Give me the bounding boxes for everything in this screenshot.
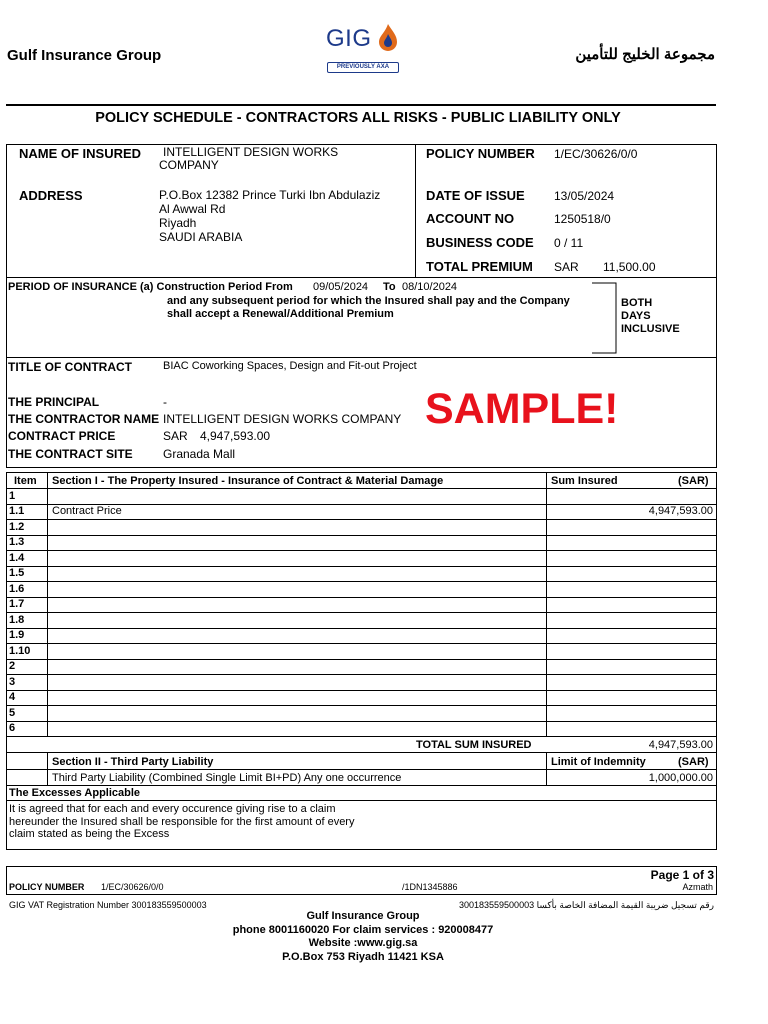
excess-title: The Excesses Applicable — [9, 787, 141, 799]
table-row-line — [6, 690, 717, 691]
table-row-item: 1.4 — [9, 551, 25, 564]
excess-line: It is agreed that for each and every occurence giving rise to a claim — [9, 803, 336, 815]
table-row-line — [6, 721, 717, 722]
name-of-insured-label: NAME OF INSURED — [19, 146, 142, 161]
logo-text: GIG — [326, 25, 372, 52]
principal: - — [163, 395, 167, 409]
footer-contact — [0, 910, 726, 964]
table-row-line — [6, 566, 717, 567]
table-row-item: 1.1 — [9, 505, 25, 517]
table-row-item: 1.6 — [9, 582, 25, 595]
contract-price-label: CONTRACT PRICE — [8, 429, 116, 443]
table-row-line — [6, 488, 717, 489]
third-party-description: Third Party Liability (Combined Single Limit BI+PD) Any one occurrence — [52, 772, 402, 784]
excess-line: claim stated as being the Excess — [9, 828, 170, 840]
section1-col-divider-sum — [546, 472, 547, 736]
address-line: SAUDI ARABIA — [159, 230, 243, 244]
date-of-issue: 13/05/2024 — [554, 189, 615, 203]
contractor-name: INTELLIGENT DESIGN WORKS COMPANY — [163, 412, 402, 426]
table-row-item: 1.3 — [9, 536, 25, 548]
footer-pobox: P.O.Box 753 Riyadh 11421 KSA — [282, 950, 444, 963]
account-no: 1250518/0 — [554, 212, 611, 226]
total-premium-label: TOTAL PREMIUM — [426, 259, 533, 274]
period-from: 09/05/2024 — [313, 281, 369, 293]
limit-currency-header: (SAR) — [678, 756, 709, 768]
vat-registration-en: GIG VAT Registration Number 300183559500003 — [9, 900, 207, 910]
footer-website: Website :www.gig.sa — [308, 937, 418, 949]
period-line2: and any subsequent period for which the Insured shall pay and the Company — [167, 295, 570, 307]
table-row-line — [6, 597, 717, 598]
premium-currency: SAR — [554, 260, 579, 274]
table-row-line — [6, 643, 717, 644]
table-row-line — [6, 612, 717, 613]
period-to-label: To — [383, 281, 396, 293]
third-party-limit: 1,000,000.00 — [648, 772, 713, 784]
excess-line: hereunder the Insured shall be responsible for the first amount of every — [9, 815, 355, 828]
both-text: BOTH — [621, 297, 653, 309]
insured-name — [159, 145, 339, 172]
header-divider — [6, 104, 716, 106]
business-code: 0 / 11 — [554, 236, 584, 250]
address-line: P.O.Box 12382 Prince Turki Ibn Abdulaziz — [159, 188, 381, 202]
page-title: POLICY SCHEDULE - CONTRACTORS ALL RISKS - PUBLIC LIABILITY ONLY — [95, 110, 621, 126]
table-row-line — [6, 659, 717, 660]
table-row-item: 1.2 — [9, 520, 25, 533]
contract-price: 4,947,593.00 — [200, 429, 271, 443]
table-row-desc: Contract Price — [52, 505, 122, 517]
table-row-item: 1.5 — [9, 567, 25, 579]
table-row-line — [6, 519, 717, 520]
table-row-value: 4,947,593.00 — [648, 505, 713, 517]
table-row-line — [6, 550, 717, 551]
table-row-item: 1 — [9, 489, 16, 502]
inclusive-text: INCLUSIVE — [621, 323, 680, 335]
footer-user: Azmath — [682, 882, 713, 892]
table-row-line — [6, 628, 717, 629]
table-row-line — [6, 674, 717, 675]
table-row-item: 3 — [9, 675, 16, 688]
total-premium: 11,500.00 — [603, 260, 656, 274]
section2-title: Section II - Third Party Liability — [52, 756, 214, 768]
sample-watermark: SAMPLE! — [425, 385, 619, 433]
footer-policy-number: 1/EC/30626/0/0 — [101, 882, 164, 892]
company-name-en: Gulf Insurance Group — [7, 47, 162, 64]
total-sum-insured-label: TOTAL SUM INSURED — [416, 739, 532, 751]
table-row-item: 6 — [9, 722, 16, 734]
table-row-item: 1.7 — [9, 598, 25, 610]
insured-name-line2: COMPANY — [159, 158, 219, 172]
address-line: Riyadh — [159, 216, 197, 230]
section1-col-divider-item — [47, 472, 48, 736]
policy-number: 1/EC/30626/0/0 — [554, 147, 638, 161]
limit-of-indemnity-header: Limit of Indemnity — [551, 756, 646, 768]
period-label: PERIOD OF INSURANCE (a) Construction Period From — [8, 281, 293, 293]
policy-number-label: POLICY NUMBER — [426, 146, 535, 161]
company-name-ar: مجموعة الخليج للتأمين — [575, 46, 715, 63]
period-line3: shall accept a Renewal/Additional Premium — [167, 308, 394, 320]
address-line: Al Awwal Rd — [159, 202, 226, 216]
table-row-line — [6, 535, 717, 536]
contractor-name-label: THE CONTRACTOR NAME — [8, 412, 160, 426]
principal-label: THE PRINCIPAL — [8, 395, 100, 409]
excess-text — [9, 803, 354, 841]
contract-site-label: THE CONTRACT SITE — [8, 447, 133, 461]
footer-company: Gulf Insurance Group — [306, 910, 420, 922]
days-text: DAYS — [621, 310, 651, 322]
table-row-item: 1.9 — [9, 629, 25, 641]
section1-title: Section I - The Property Insured - Insurance of Contract & Material Damage — [52, 475, 444, 487]
table-row-item: 4 — [9, 691, 16, 703]
sum-currency-header: (SAR) — [678, 475, 709, 487]
account-no-label: ACCOUNT NO — [426, 211, 515, 226]
contract-price-currency: SAR — [163, 429, 188, 443]
item-header: Item — [14, 475, 37, 487]
title-of-contract: BIAC Coworking Spaces, Design and Fit-out Project — [163, 360, 417, 372]
excess-header-line — [6, 800, 717, 801]
total-row-line — [6, 736, 717, 737]
table-row-item: 5 — [9, 706, 16, 719]
contract-site: Granada Mall — [163, 447, 236, 461]
vat-registration-ar: رقم تسجيل ضريبة القيمة المضافة الخاصة بأكسا 300183559500003 — [459, 900, 714, 910]
insured-name-line1: INTELLIGENT DESIGN WORKS — [163, 145, 339, 159]
insured-policy-divider — [415, 144, 416, 277]
period-to: 08/10/2024 — [402, 281, 458, 293]
table-row-item: 1.8 — [9, 613, 25, 626]
period-bracket — [590, 282, 618, 356]
page-number: Page 1 of 3 — [650, 868, 714, 882]
footer-ref: /1DN1345886 — [402, 882, 458, 892]
logo-subtitle: PREVIOUSLY AXA — [327, 62, 399, 73]
table-row-item: 2 — [9, 660, 16, 672]
title-of-contract-label: TITLE OF CONTRACT — [8, 360, 132, 374]
table-row-line — [6, 705, 717, 706]
total-sum-insured: 4,947,593.00 — [648, 739, 713, 751]
flame-icon — [376, 22, 400, 52]
address-label: ADDRESS — [19, 188, 83, 203]
insured-address — [159, 188, 380, 244]
gig-logo — [320, 22, 402, 74]
table-row-line — [6, 581, 717, 582]
sum-insured-header: Sum Insured — [551, 475, 618, 487]
date-of-issue-label: DATE OF ISSUE — [426, 188, 525, 203]
footer-phone: phone 8001160020 For claim services : 920008477 — [232, 923, 494, 936]
business-code-label: BUSINESS CODE — [426, 235, 534, 250]
both-days-inclusive — [621, 297, 680, 336]
footer-policy-label: POLICY NUMBER — [9, 882, 85, 892]
table-row-item: 1.10 — [9, 644, 31, 657]
